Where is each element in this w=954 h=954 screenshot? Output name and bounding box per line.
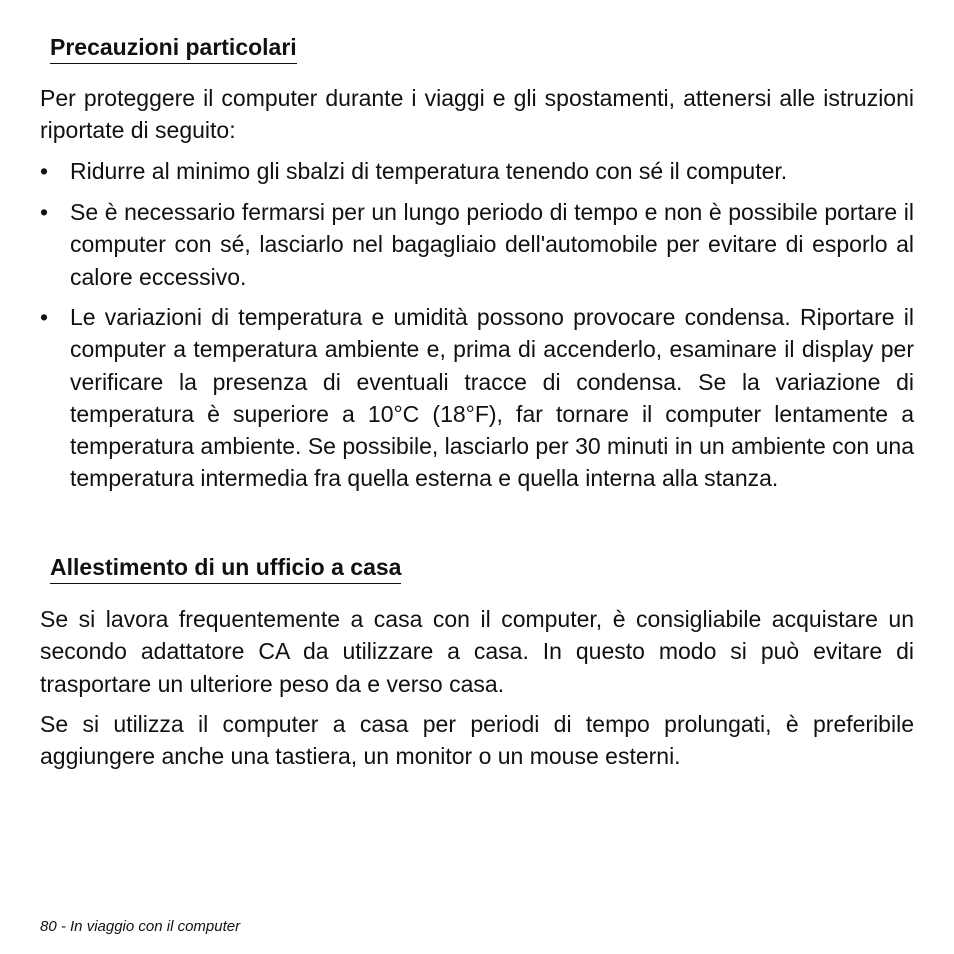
bullet-marker: • — [40, 304, 49, 330]
list-item-text: Le variazioni di temperatura e umidità possono provocare condensa. Riportare il computer a temperatura ambiente e, prima di accenderlo, esaminare il display per verificare la presenza di eventuali tracce di condensa. Se la variazione di temperatura è superiore a 10°C (18°F), far tornare il computer lentamente a temperatura ambiente. Se possibile, lasciarlo per 30 minuti in un ambiente con una temperatura intermedia fra quella esterna e quella interna alla stanza. — [70, 304, 914, 492]
body-paragraph: Se si utilizza il computer a casa per periodi di tempo prolungati, è preferibile aggiungere anche una tastiera, un monitor o un mouse esterni. — [40, 711, 914, 770]
intro-paragraph: Per proteggere il computer durante i viaggi e gli spostamenti, attenersi alle istruzioni riportate di seguito: — [40, 85, 914, 144]
bullet-marker: • — [40, 158, 49, 184]
list-item-text: Ridurre al minimo gli sbalzi di temperatura tenendo con sé il computer. — [70, 158, 788, 184]
list-item-text: Se è necessario fermarsi per un lungo periodo di tempo e non è possibile portare il computer con sé, lasciarlo nel bagagliaio dell'automobile per evitare di esporlo al calore eccessivo. — [70, 199, 914, 290]
section-heading-precauzioni: Precauzioni particolari — [50, 33, 297, 64]
section-heading-allestimento: Allestimento di un ufficio a casa — [50, 553, 401, 584]
bullet-marker: • — [40, 199, 49, 225]
page-footer: 80 - In viaggio con il computer — [40, 918, 241, 935]
body-paragraph: Se si lavora frequentemente a casa con il computer, è consigliabile acquistare un secondo adattatore CA da utilizzare a casa. In questo modo si può evitare di trasportare un ulteriore peso da e verso casa. — [40, 606, 914, 697]
